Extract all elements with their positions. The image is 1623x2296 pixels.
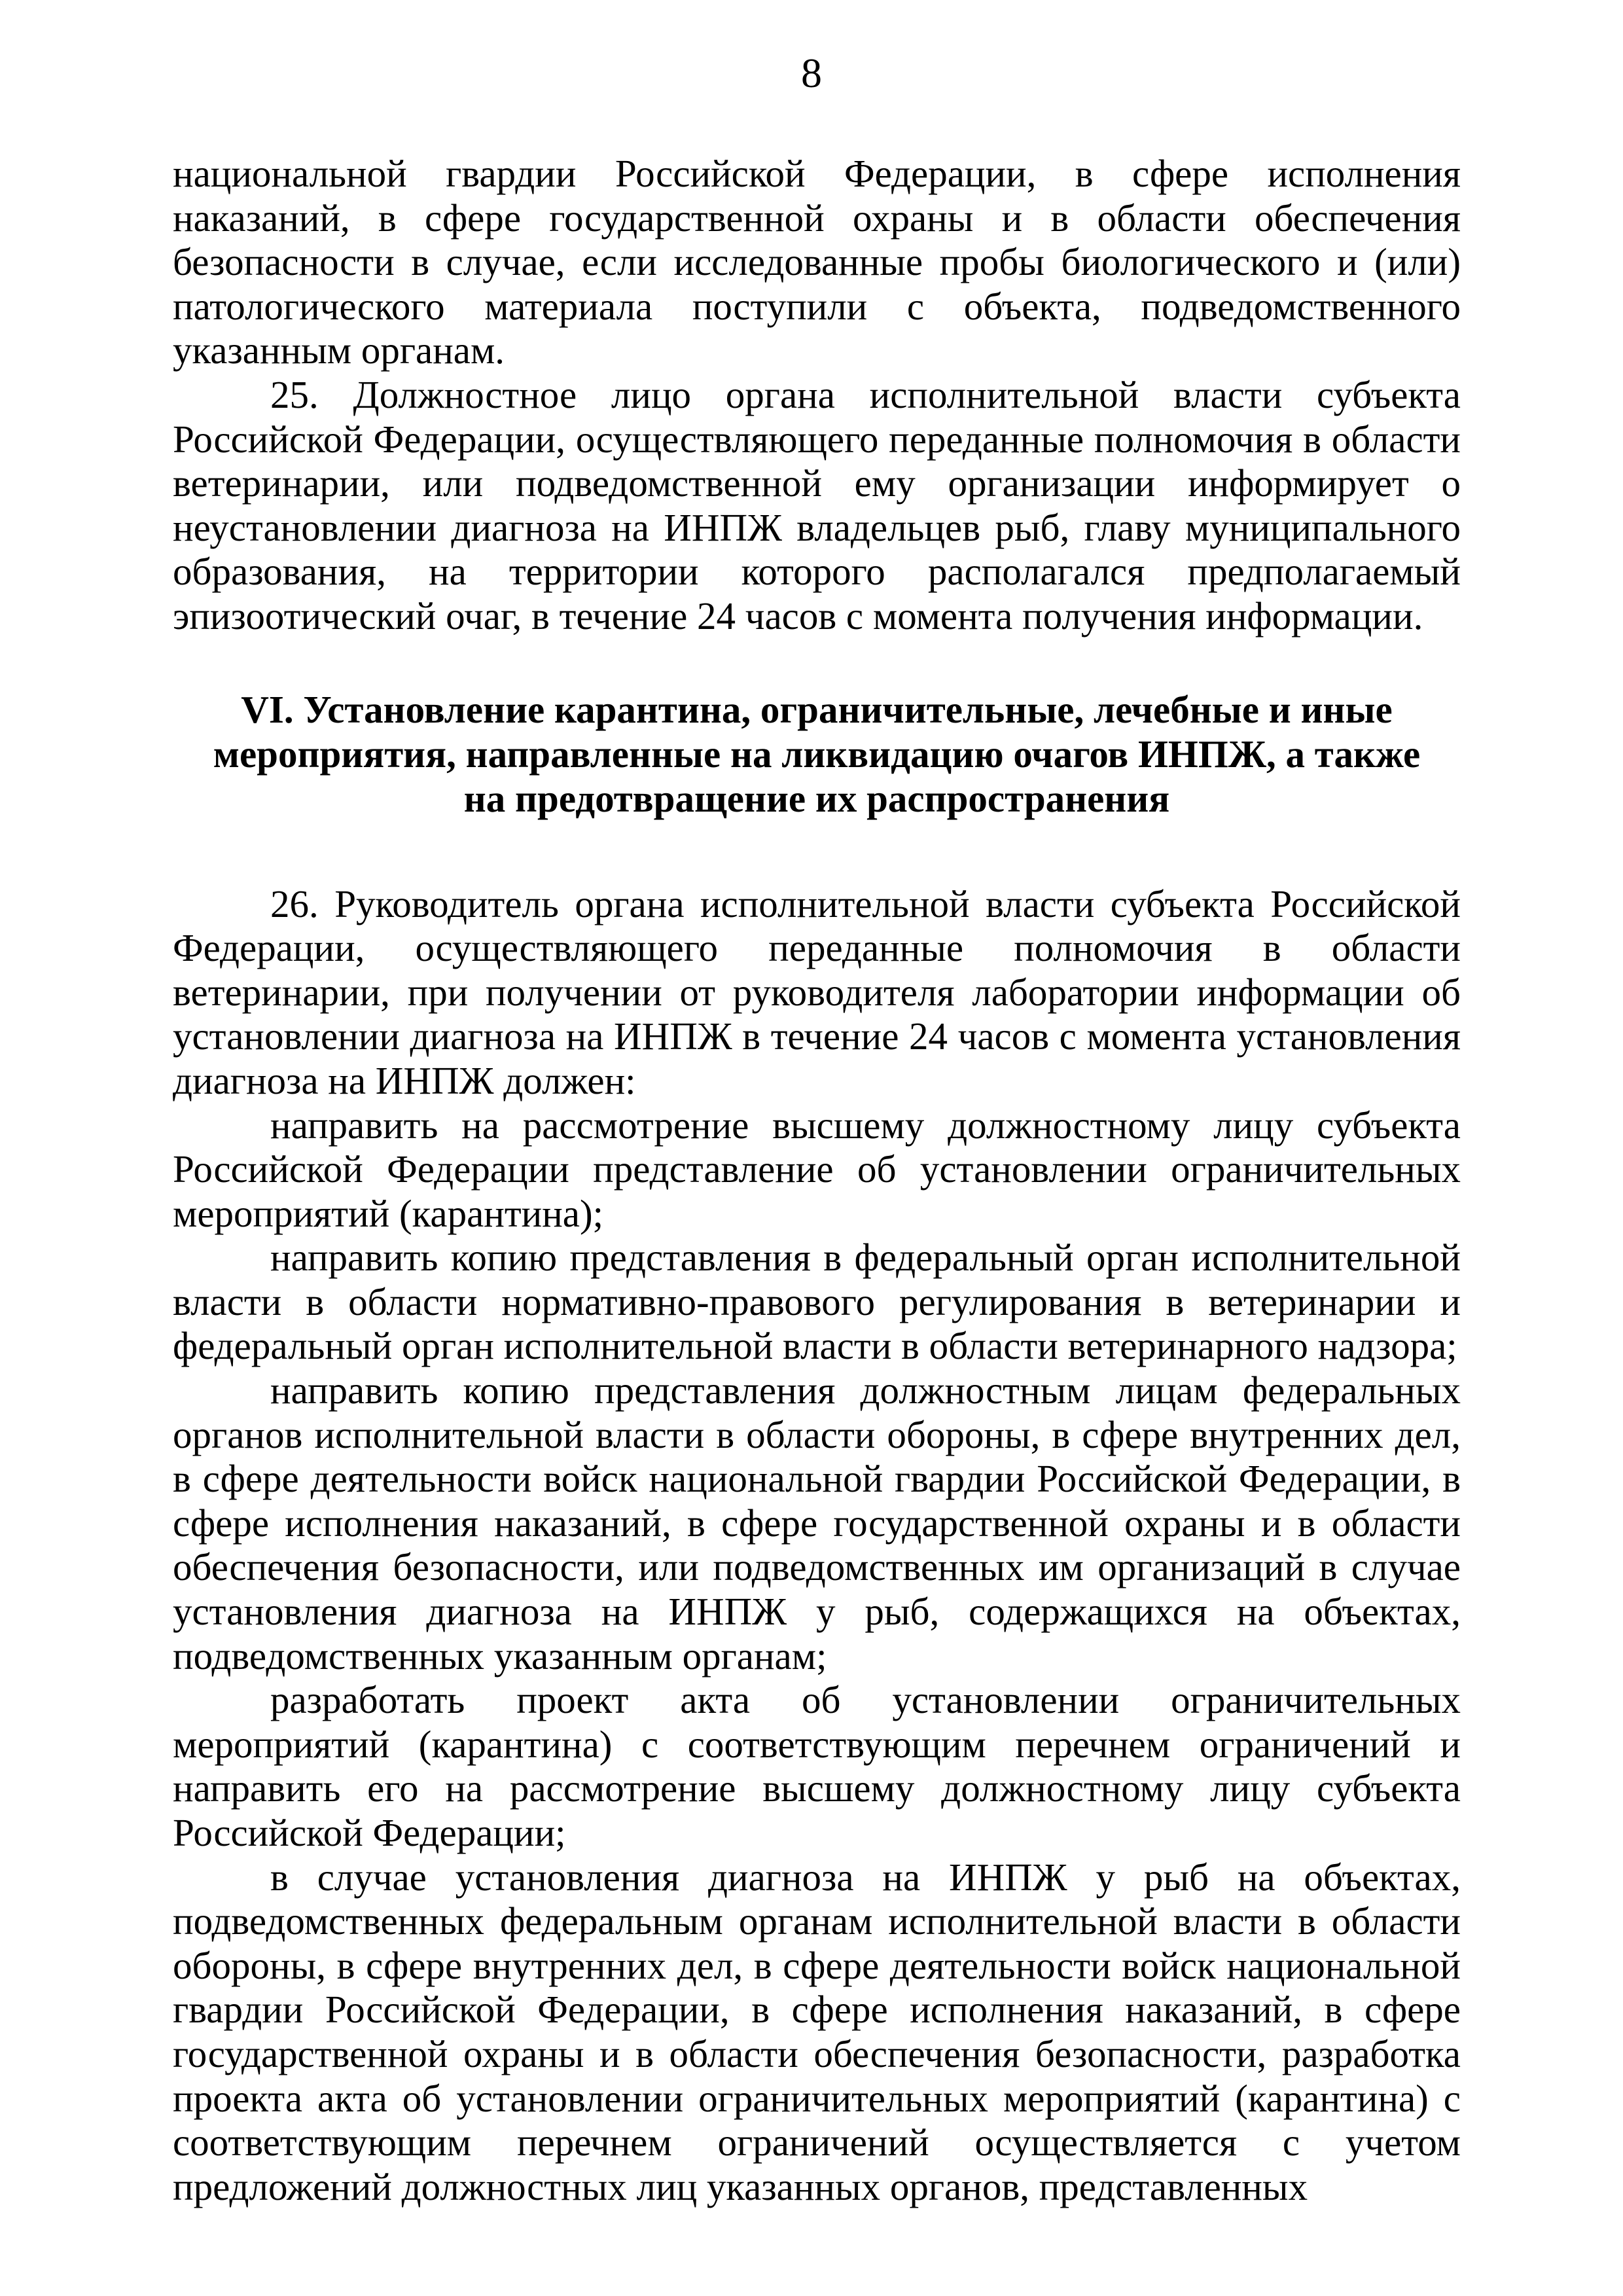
section-heading-line-1: VI. Установление карантина, ограничительные, лечебные и иные (241, 687, 1393, 731)
document-body (173, 152, 1461, 2209)
paragraph-26: 26. Руководитель органа исполнительной власти субъекта Российской Федерации, осуществляющего переданные полномочия в области ветеринарии, при получении от руководителя лаборатории информации об установлении диагноза на ИНПЖ в течение 24 часов с момента установления диагноза на ИНПЖ должен: (173, 882, 1461, 1102)
section-heading-line-3: на предотвращение их распространения (463, 776, 1170, 820)
list-item: разработать проект акта об установлении ограничительных мероприятий (карантина) с соответствующим перечнем ограничений и направить его на рассмотрение высшему должностному лицу субъекта Российской Федерации; (173, 1678, 1461, 1854)
list-item: направить на рассмотрение высшему должностному лицу субъекта Российской Федерации представление об установлении ограничительных мероприятий (карантина); (173, 1103, 1461, 1235)
paragraph-25: 25. Должностное лицо органа исполнительной власти субъекта Российской Федерации, осуществляющего переданные полномочия в области ветеринарии, или подведомственной ему организации информирует о неустановлении диагноза на ИНПЖ владельцев рыб, главу муниципального образования, на территории которого располагался предполагаемый эпизоотический очаг, в течение 24 часов с момента получения информации. (173, 372, 1461, 637)
paragraph-continuation: национальной гвардии Российской Федерации, в сфере исполнения наказаний, в сфере государственной охраны и в области обеспечения безопасности в случае, если исследованные пробы биологического и (или) патологического материала поступили с объекта, подведомственного указанным органам. (173, 152, 1461, 372)
list-item: направить копию представления должностным лицам федеральных органов исполнительной власти в области обороны, в сфере внутренних дел, в сфере деятельности войск национальной гвардии Российской Федерации, в сфере исполнения наказаний, в сфере государственной охраны и в области обеспечения безопасности, или подведомственных им организаций в случае установления диагноза на ИНПЖ у рыб, содержащихся на объектах, подведомственных указанным органам; (173, 1369, 1461, 1677)
page-number: 8 (801, 50, 822, 96)
list-item: в случае установления диагноза на ИНПЖ у рыб на объектах, подведомственных федеральным органам исполнительной власти в области обороны, в сфере внутренних дел, в сфере деятельности войск национальной гвардии Российской Федерации, в сфере исполнения наказаний, в сфере государственной охраны и в области обеспечения безопасности, разработка проекта акта об установлении ограничительных мероприятий (карантина) с соответствующим перечнем ограничений осуществляется с учетом предложений должностных лиц указанных органов, представленных (173, 1855, 1461, 2208)
list-item: направить копию представления в федеральный орган исполнительной власти в области нормативно-правового регулирования в ветеринарии и федеральный орган исполнительной власти в области ветеринарного надзора; (173, 1236, 1461, 1368)
section-heading (173, 687, 1461, 821)
section-heading-line-2: мероприятия, направленные на ликвидацию очагов ИНПЖ, а также (213, 732, 1421, 776)
